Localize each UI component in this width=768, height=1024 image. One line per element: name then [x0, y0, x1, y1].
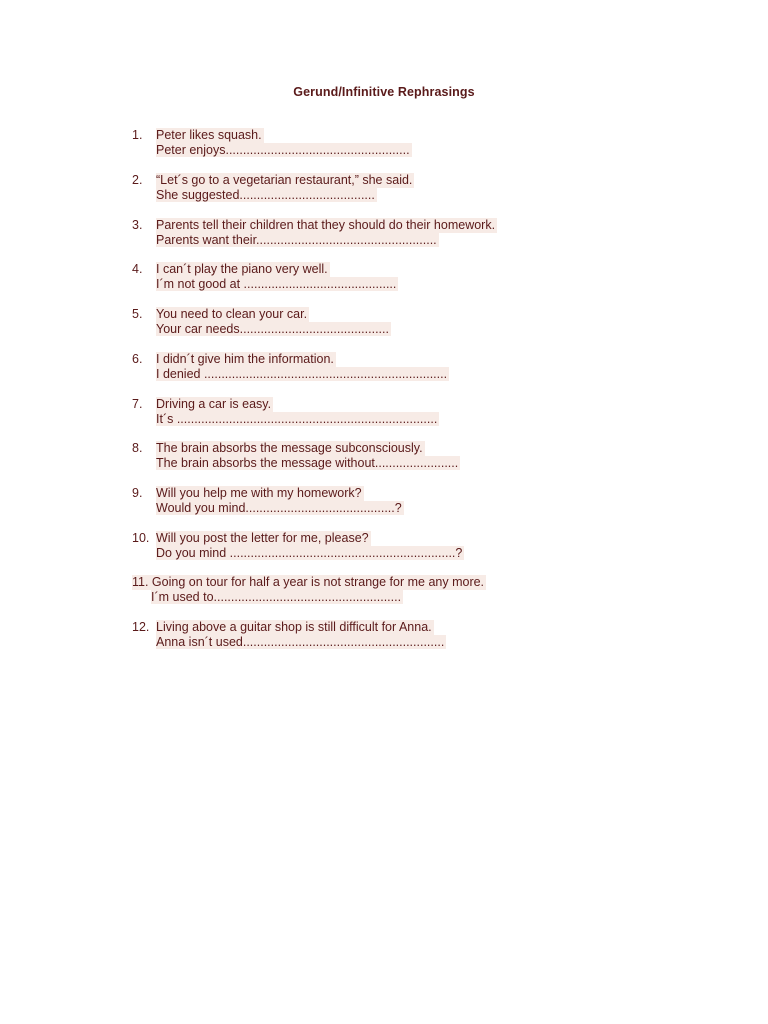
- item-sentence: “Let´s go to a vegetarian restaurant,” she said.: [156, 173, 413, 187]
- item-sentence: Will you post the letter for me, please?: [156, 531, 369, 545]
- item-sentence: Driving a car is easy.: [156, 397, 272, 411]
- item-number: 5.: [132, 307, 143, 321]
- item-rephrase: I´m used to......................................................: [151, 589, 402, 604]
- item-sentence: You need to clean your car.: [156, 307, 308, 321]
- item-number: 9.: [132, 486, 143, 500]
- item-rephrase: Parents want their....................................................: [156, 232, 437, 247]
- item-rephrase: Your car needs...........................................: [156, 321, 389, 336]
- item-sentence: Living above a guitar shop is still difficult for Anna.: [156, 620, 432, 634]
- item-rephrase: Do you mind .................................................................?: [156, 545, 463, 560]
- page-title: Gerund/Infinitive Rephrasings: [293, 85, 475, 99]
- item-number: 2.: [132, 173, 143, 187]
- item-rephrase: Peter enjoys.....................................................: [156, 142, 410, 157]
- item-number: 1.: [132, 128, 143, 142]
- item-number: 8.: [132, 441, 143, 455]
- item-sentence: Will you help me with my homework?: [156, 486, 362, 500]
- item-sentence: Parents tell their children that they should do their homework.: [156, 218, 496, 232]
- item-sentence: I didn´t give him the information.: [156, 352, 334, 366]
- item-number: 10.: [132, 531, 150, 545]
- item-number: 7.: [132, 397, 143, 411]
- item-sentence: Peter likes squash.: [156, 128, 262, 142]
- item-sentence: The brain absorbs the message subconsciously.: [156, 441, 423, 455]
- item-rephrase: The brain absorbs the message without........................: [156, 455, 459, 470]
- item-sentence: I can´t play the piano very well.: [156, 262, 328, 276]
- item-number: 12.: [132, 620, 150, 634]
- item-rephrase: Would you mind...........................................?: [156, 500, 402, 515]
- item-rephrase: Anna isn´t used..........................................................: [156, 634, 445, 649]
- item-number: 4.: [132, 262, 143, 276]
- item-rephrase: I denied ......................................................................: [156, 366, 448, 381]
- item-rephrase: It´s ...........................................................................: [156, 411, 438, 426]
- item-rephrase: She suggested.......................................: [156, 187, 375, 202]
- item-number: 3.: [132, 218, 143, 232]
- item-number: 6.: [132, 352, 143, 366]
- item-rephrase: I´m not good at ............................................: [156, 276, 397, 291]
- item-sentence: 11. Going on tour for half a year is not strange for me any more.: [132, 575, 485, 589]
